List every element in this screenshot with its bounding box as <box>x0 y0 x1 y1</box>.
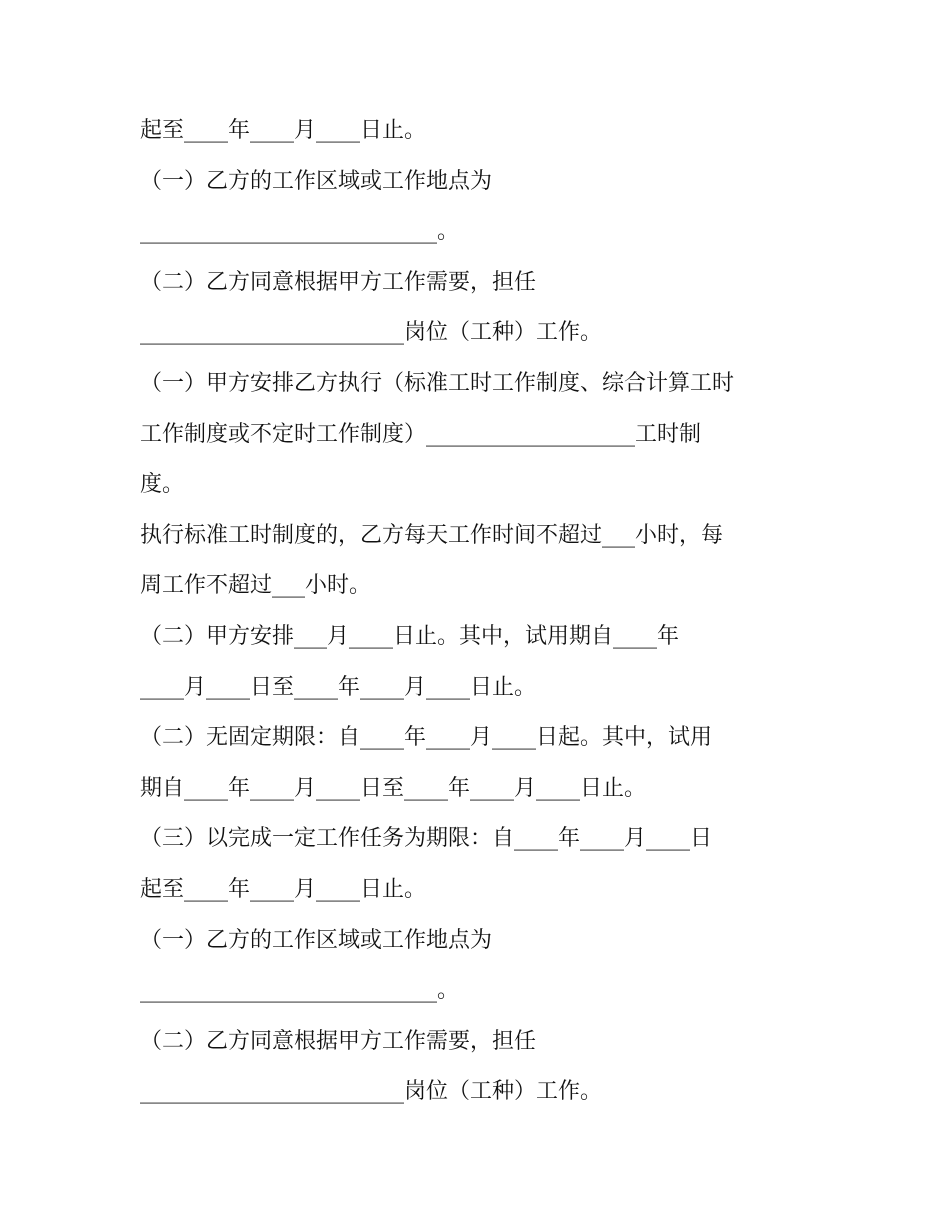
text-line: ___________________________。 <box>140 219 460 245</box>
text-line: （二）甲方安排___月____日止。其中，试用期自____年 <box>140 623 680 649</box>
text-line: （二）乙方同意根据甲方工作需要，担任 <box>140 1028 537 1054</box>
text-line: （二）乙方同意根据甲方工作需要，担任 <box>140 269 537 295</box>
text-line: 期自____年____月____日至____年____月____日止。 <box>140 775 647 801</box>
text-line: （三）以完成一定工作任务为期限：自____年____月____日 <box>140 826 713 852</box>
text-line: 执行标准工时制度的，乙方每天工作时间不超过___小时，每 <box>140 522 724 548</box>
text-line: 工作制度或不定时工作制度）___________________工时制 <box>140 421 702 447</box>
text-line: ____月____日至____年____月____日止。 <box>140 674 537 700</box>
text-line: 起至____年____月____日止。 <box>140 876 427 902</box>
text-line: 周工作不超过___小时。 <box>140 573 372 599</box>
text-line: （二）无固定期限：自____年____月____日起。其中，试用 <box>140 725 713 751</box>
text-line: （一）甲方安排乙方执行（标准工时工作制度、综合计算工时 <box>140 370 735 396</box>
text-line: （一）乙方的工作区域或工作地点为 <box>140 168 493 194</box>
text-line: 度。 <box>140 472 185 498</box>
text-line: （一）乙方的工作区域或工作地点为 <box>140 927 493 953</box>
text-line: ___________________________。 <box>140 978 460 1004</box>
contract-text <box>140 106 840 1118</box>
text-line: ________________________岗位（工种）工作。 <box>140 1079 603 1105</box>
text-line: 起至____年____月____日止。 <box>140 118 427 143</box>
text-line: ________________________岗位（工种）工作。 <box>140 320 603 346</box>
